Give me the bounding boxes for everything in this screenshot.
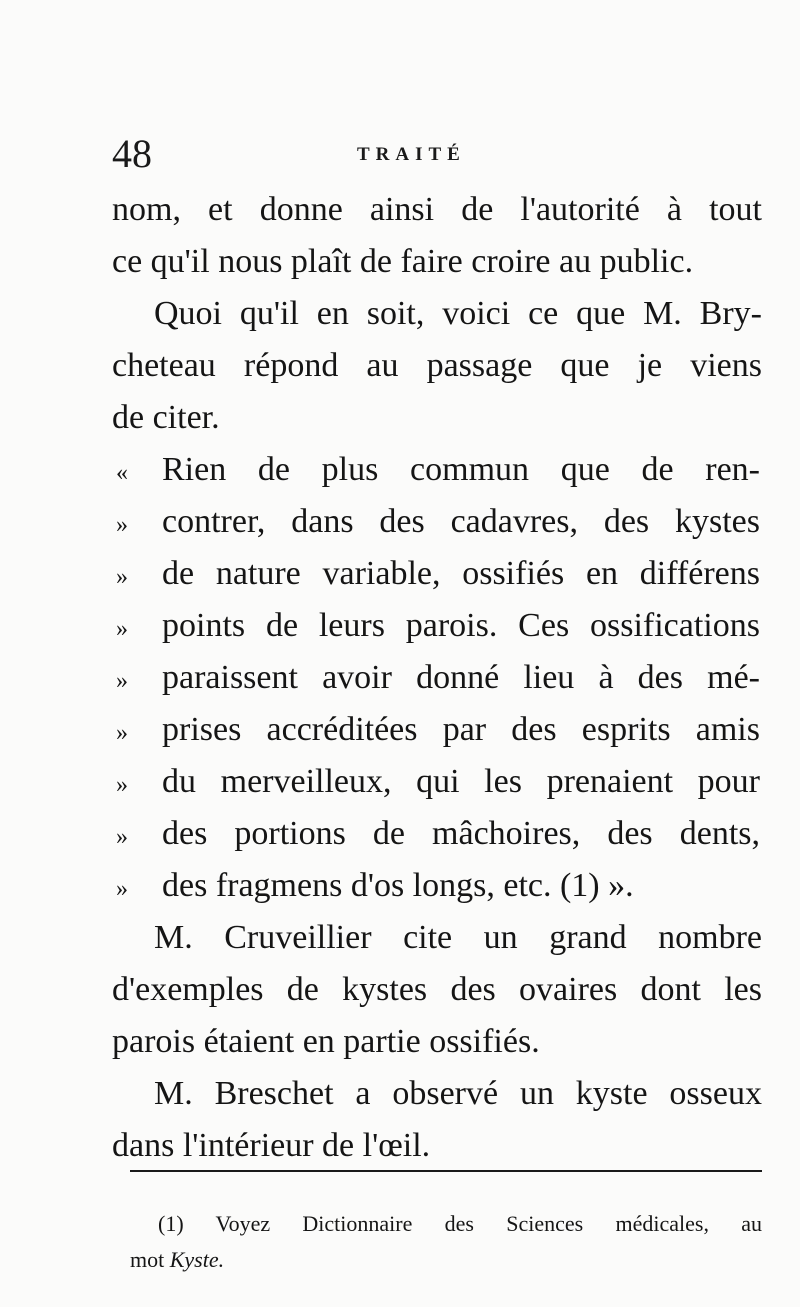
quote-mark: » xyxy=(116,512,128,538)
quote-mark: » xyxy=(116,824,128,850)
footnote-line: (1) Voyez Dictionnaire des Sciences médicales, au xyxy=(158,1211,762,1236)
text-line: ce qu'il nous plaît de faire croire au public. xyxy=(112,243,694,280)
quote-line xyxy=(112,860,762,912)
text-line: M. Breschet a observé un kyste osseux xyxy=(154,1075,762,1112)
quote-text: prises accréditées par des esprits amis xyxy=(162,711,760,748)
quote-line xyxy=(112,444,762,496)
quote-mark: « xyxy=(116,460,128,486)
quote-mark: » xyxy=(116,772,128,798)
quote-line xyxy=(112,600,762,652)
quote-text: de nature variable, ossifiés en différens xyxy=(162,555,760,592)
page-header xyxy=(112,130,762,180)
quote-mark: » xyxy=(116,616,128,642)
quote-text: des fragmens d'os longs, etc. (1) ». xyxy=(162,867,634,904)
quote-line xyxy=(112,756,762,808)
text-line: M. Cruveillier cite un grand nombre xyxy=(154,919,762,956)
quote-line xyxy=(112,496,762,548)
quote-text: du merveilleux, qui les prenaient pour xyxy=(162,763,760,800)
footnote xyxy=(130,1206,762,1278)
quote-line xyxy=(112,704,762,756)
text-line: d'exemples de kystes des ovaires dont les xyxy=(112,971,762,1008)
footnote-rule xyxy=(130,1170,762,1172)
quote-mark: » xyxy=(116,720,128,746)
quote-text: points de leurs parois. Ces ossifications xyxy=(162,607,760,644)
text-line: cheteau répond au passage que je viens xyxy=(112,347,762,384)
quote-text: des portions de mâchoires, des dents, xyxy=(162,815,760,852)
footnote-italic-term: Kyste. xyxy=(169,1247,225,1272)
quote-text: paraissent avoir donné lieu à des mé- xyxy=(162,659,760,696)
footnote-line xyxy=(130,1242,762,1278)
quote-text: contrer, dans des cadavres, des kystes xyxy=(162,503,760,540)
quote-line xyxy=(112,652,762,704)
quote-mark: » xyxy=(116,668,128,694)
quote-line xyxy=(112,808,762,860)
text-line: dans l'intérieur de l'œil. xyxy=(112,1127,431,1164)
text-line: de citer. xyxy=(112,399,220,436)
text-line: nom, et donne ainsi de l'autorité à tout xyxy=(112,191,762,228)
footnote-text: mot xyxy=(130,1247,170,1272)
quote-line xyxy=(112,548,762,600)
text-line: parois étaient en partie ossifiés. xyxy=(112,1023,540,1060)
page-number: 48 xyxy=(112,131,152,176)
body-text xyxy=(112,184,762,1172)
running-title: TRAITÉ xyxy=(357,144,466,165)
quote-mark: » xyxy=(116,876,128,902)
quote-text: Rien de plus commun que de ren- xyxy=(162,451,760,488)
text-line: Quoi qu'il en soit, voici ce que M. Bry- xyxy=(154,295,762,332)
quote-mark: » xyxy=(116,564,128,590)
